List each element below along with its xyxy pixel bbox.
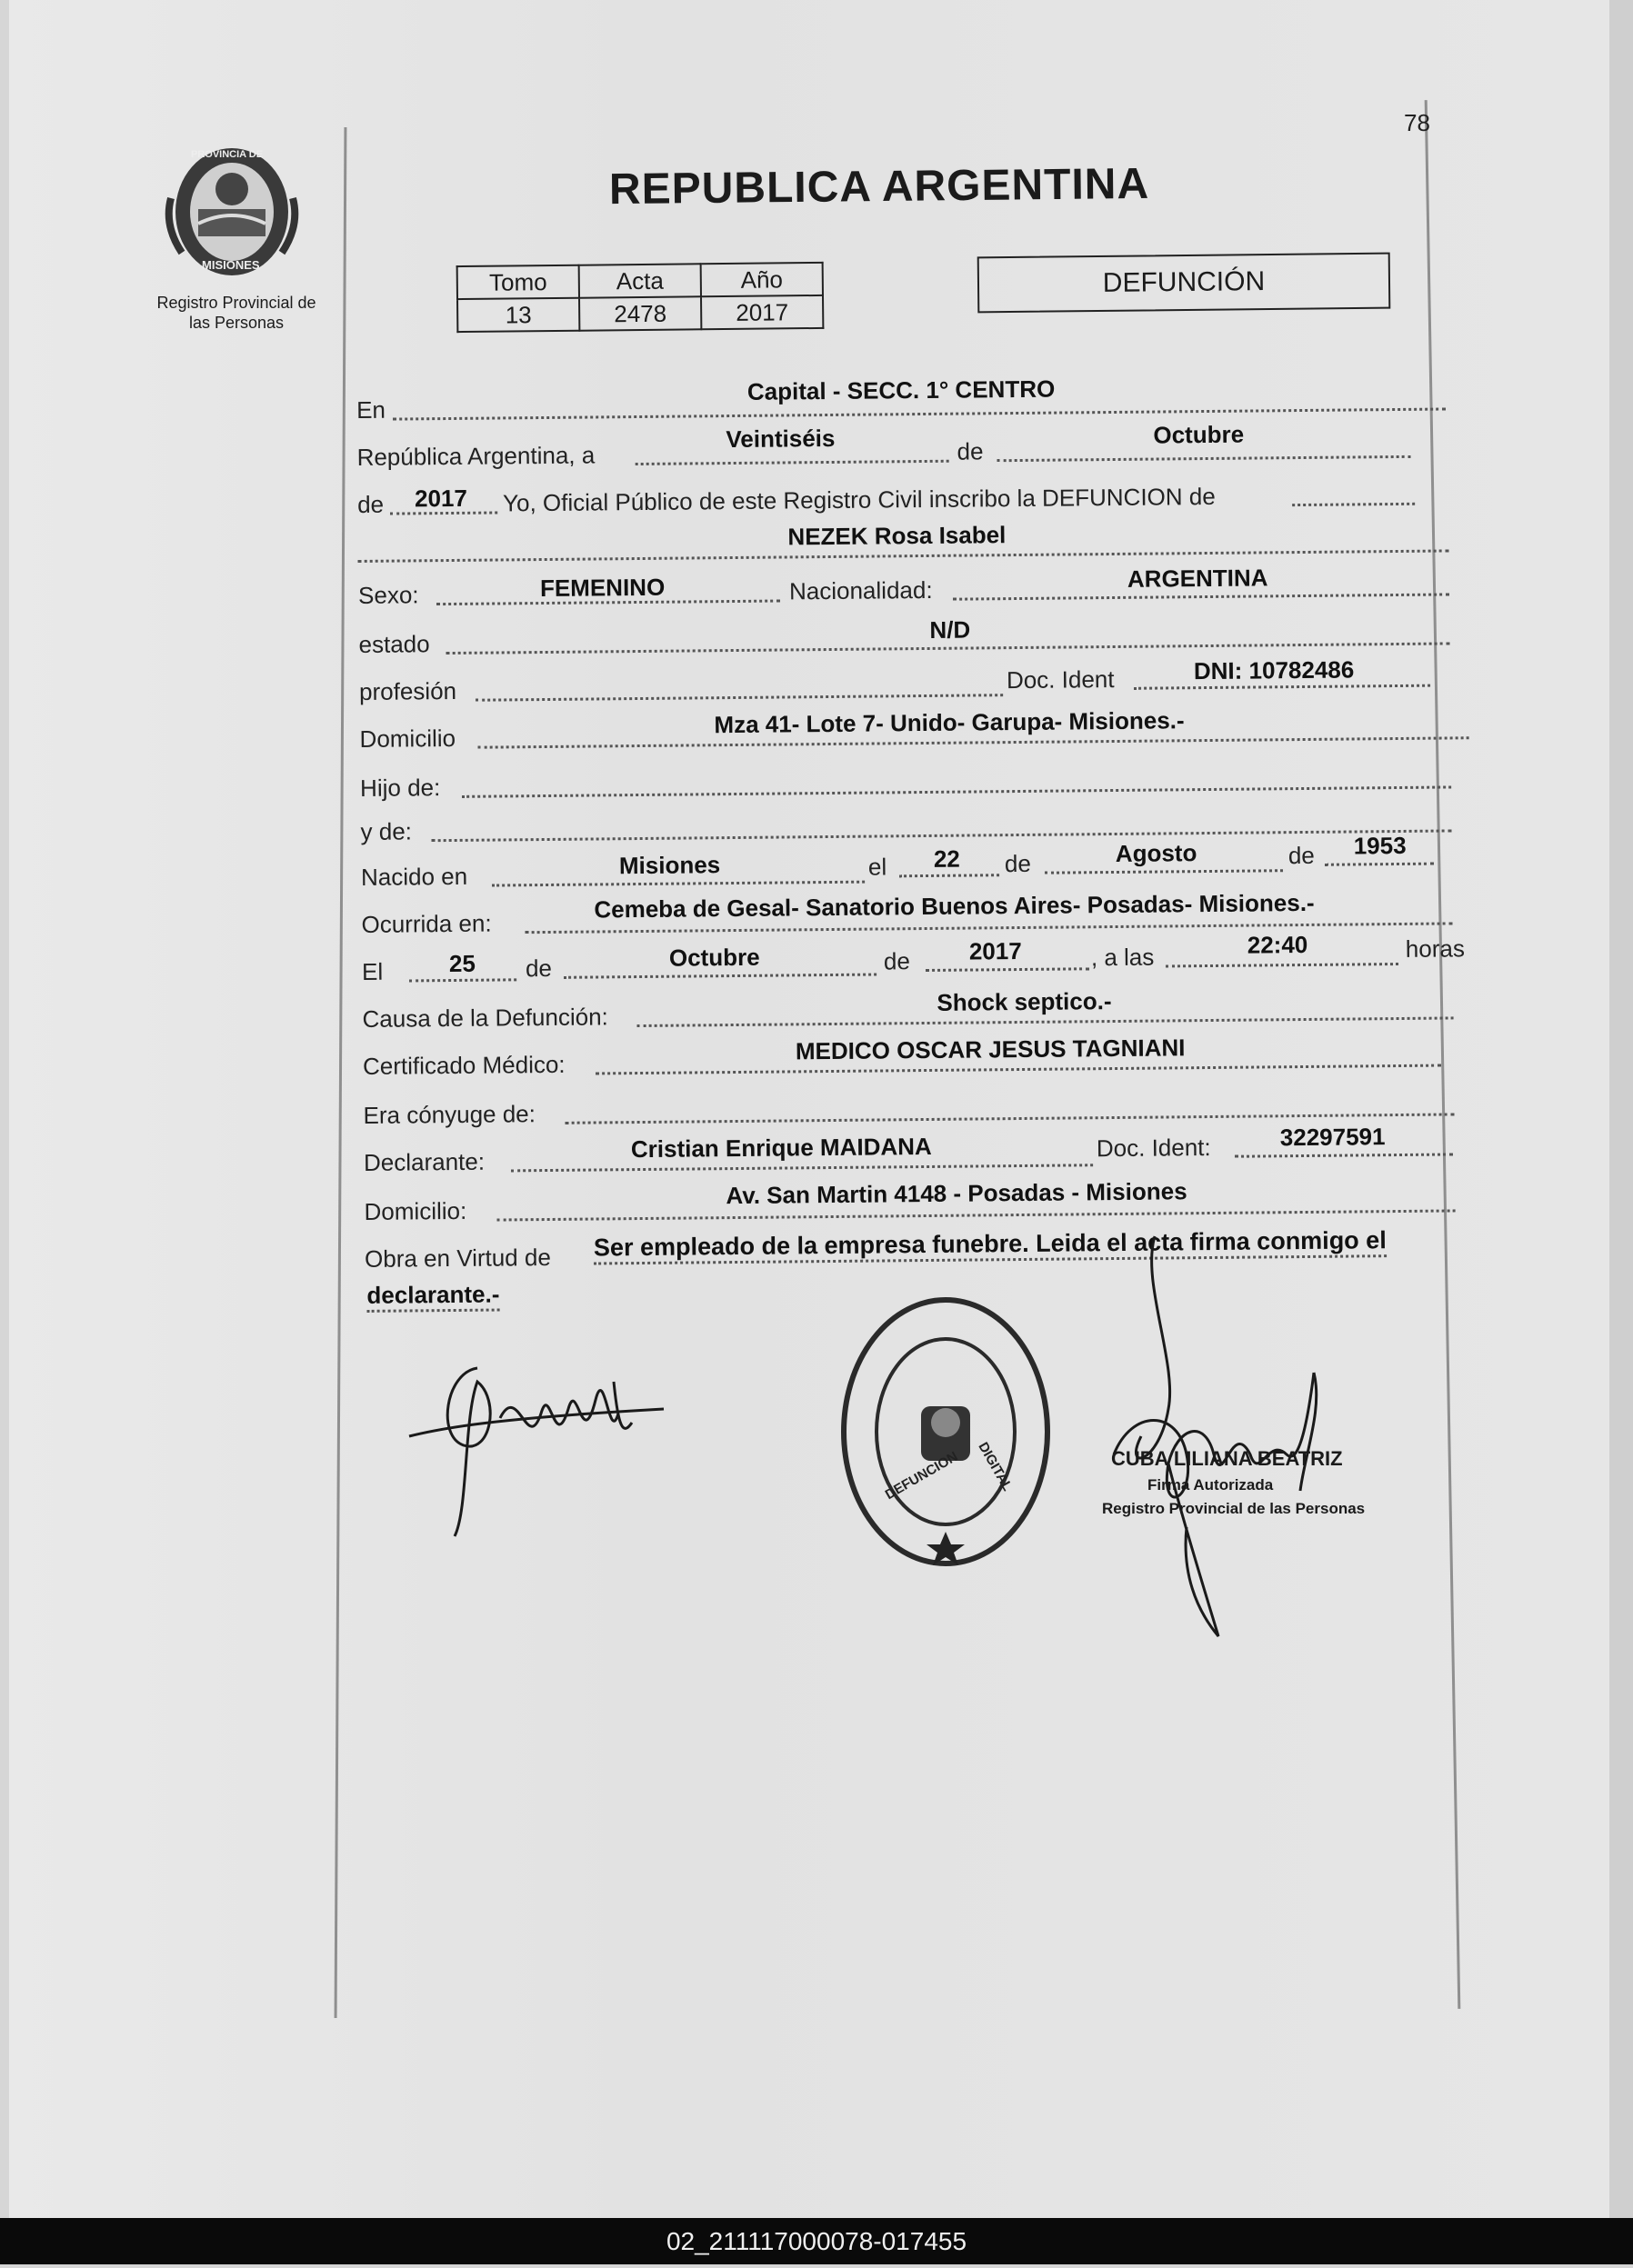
record-header-acta: Acta	[579, 264, 701, 297]
domicilio2-line	[497, 1209, 1456, 1221]
nacido-line	[492, 881, 865, 887]
birth-month-line	[1045, 869, 1283, 874]
ocurrida-value: Cemeba de Gesal- Sanatorio Buenos Aires- Posadas- Misiones.-	[594, 888, 1315, 924]
el2-label: El	[361, 957, 384, 985]
stamp-inner-left: DEFUNCION	[882, 1448, 961, 1504]
hijo-line	[462, 785, 1451, 797]
obra-value-line1: Ser empleado de la empresa funebre. Leida el acta firma conmigo el	[594, 1226, 1387, 1264]
official-office: Registro Provincial de las Personas	[1102, 1500, 1366, 1517]
emblem-caption-line1: Registro Provincial de	[156, 294, 316, 312]
birth-de2-label: de	[1287, 841, 1315, 870]
deceased-name-value: NEZEK Rosa Isabel	[787, 521, 1007, 551]
birth-de1-label: de	[1004, 849, 1031, 878]
year-value: 2017	[414, 484, 468, 513]
official-signature-icon	[1105, 1227, 1378, 1645]
ocurrida-label: Ocurrida en:	[361, 909, 492, 938]
en-label: En	[356, 395, 386, 424]
nacido-value: Misiones	[618, 851, 721, 880]
emblem-text-top: PROVINCIA DE	[191, 149, 264, 160]
page-number: 78	[1404, 109, 1430, 136]
nacionalidad-label: Nacionalidad:	[788, 575, 933, 605]
stamp-inner-right: DIGITAL	[975, 1439, 1016, 1494]
official-signature	[1105, 1227, 1378, 1650]
sexo-value: FEMENINO	[539, 573, 666, 603]
nacionalidad-line	[953, 593, 1449, 600]
declarante-value: Cristian Enrique MAIDANA	[630, 1132, 932, 1164]
decl-doc-value: 32297591	[1279, 1123, 1386, 1152]
inscribe-text: Yo, Oficial Público de este Registro Civil inscribo la DEFUNCION de	[502, 482, 1216, 517]
decl-doc-line	[1235, 1153, 1453, 1157]
declarante-line	[511, 1164, 1093, 1172]
emblem-text-bottom: MISIONES	[202, 258, 260, 272]
record-value-tomo: 13	[457, 298, 579, 332]
hijo-label: Hijo de:	[359, 774, 441, 802]
birth-year-value: 1953	[1353, 831, 1407, 860]
year-prefix-label: de	[356, 490, 385, 518]
official-role: Firma Autorizada	[1147, 1476, 1274, 1494]
sexo-label: Sexo:	[357, 581, 419, 609]
en-line	[393, 407, 1446, 420]
el-label: el	[867, 853, 887, 881]
horas-label: horas	[1405, 934, 1466, 963]
certificado-label: Certificado Médico:	[362, 1050, 566, 1080]
day-written-value: Veintiséis	[726, 424, 836, 454]
deceased-name-line	[358, 549, 1449, 563]
death-day-line	[409, 978, 516, 982]
death-year-line	[926, 967, 1089, 972]
doc-ident-line	[1134, 684, 1430, 690]
causa-line	[637, 1016, 1454, 1027]
obra-value-line2: declarante.-	[366, 1281, 499, 1313]
record-value-acta: 2478	[579, 296, 701, 330]
death-time-value: 22:40	[1247, 930, 1308, 959]
alas-label: , a las	[1090, 943, 1155, 972]
record-header-ano: Año	[701, 263, 823, 296]
death-month-line	[564, 974, 877, 979]
record-value-ano: 2017	[701, 295, 823, 329]
ocurrida-line	[526, 922, 1453, 934]
causa-value: Shock septico.-	[937, 987, 1112, 1016]
domicilio-line	[478, 736, 1469, 748]
registry-stamp-icon	[832, 1286, 1059, 1577]
birth-day-line	[899, 874, 999, 877]
y-de-label: y de:	[360, 817, 413, 845]
nacionalidad-value: ARGENTINA	[1127, 564, 1268, 593]
registry-stamp	[832, 1286, 1059, 1577]
estado-value: N/D	[929, 615, 971, 644]
death-day-value: 25	[448, 949, 476, 978]
birth-year-line	[1325, 863, 1434, 866]
emblem-caption-line2: las Personas	[188, 314, 285, 332]
domicilio-label: Domicilio	[359, 724, 456, 753]
birth-day-value: 22	[933, 844, 960, 873]
death-year-value: 2017	[968, 936, 1022, 965]
birth-month-value: Agosto	[1115, 839, 1197, 867]
record-header-tomo: Tomo	[457, 265, 579, 299]
doc-ident-value: DNI: 10782486	[1193, 655, 1355, 685]
nacido-label: Nacido en	[360, 862, 468, 891]
en-value: Capital - SECC. 1° CENTRO	[746, 375, 1056, 405]
declarante-label: Declarante:	[363, 1147, 486, 1176]
official-name: CUBA LILIANA BEATRIZ	[1111, 1447, 1343, 1470]
month-written-value: Octubre	[1153, 420, 1245, 449]
domicilio2-value: Av. San Martin 4148 - Posadas - Misiones	[726, 1177, 1187, 1210]
certificado-line	[596, 1064, 1441, 1075]
profesion-label: profesión	[358, 676, 457, 705]
estado-label: estado	[358, 630, 430, 658]
death-month-value: Octubre	[668, 943, 760, 972]
death-de1-label: de	[525, 954, 553, 983]
obra-label: Obra en Virtud de	[364, 1243, 551, 1273]
inscribe-line	[1292, 503, 1415, 506]
death-de2-label: de	[883, 947, 911, 975]
conyuge-label: Era cónyuge de:	[363, 1100, 536, 1129]
certificado-value: MEDICO OSCAR JESUS TAGNIANI	[795, 1034, 1186, 1065]
death-time-line	[1166, 963, 1398, 967]
y-de-line	[432, 829, 1452, 842]
causa-label: Causa de la Defunción:	[362, 1003, 608, 1033]
profesion-line	[476, 694, 1003, 702]
de-label-1: de	[957, 437, 984, 465]
declarant-signature	[391, 1327, 682, 1550]
domicilio-value: Mza 41- Lote 7- Unido- Garupa- Misiones.-	[714, 706, 1185, 739]
page-title: REPUBLICA ARGENTINA	[608, 159, 1150, 215]
domicilio2-label: Domicilio:	[364, 1196, 467, 1225]
file-id-footer: 02_211117000078-017455	[0, 2218, 1633, 2264]
republica-label: República Argentina, a	[356, 441, 596, 471]
doc-ident-label: Doc. Ident	[1006, 664, 1115, 694]
decl-doc-label: Doc. Ident:	[1096, 1133, 1211, 1163]
month-written-line	[997, 455, 1411, 462]
day-written-line	[636, 460, 949, 465]
declarant-signature-icon	[391, 1327, 682, 1545]
document-type-box: DEFUNCIÓN	[977, 253, 1391, 314]
